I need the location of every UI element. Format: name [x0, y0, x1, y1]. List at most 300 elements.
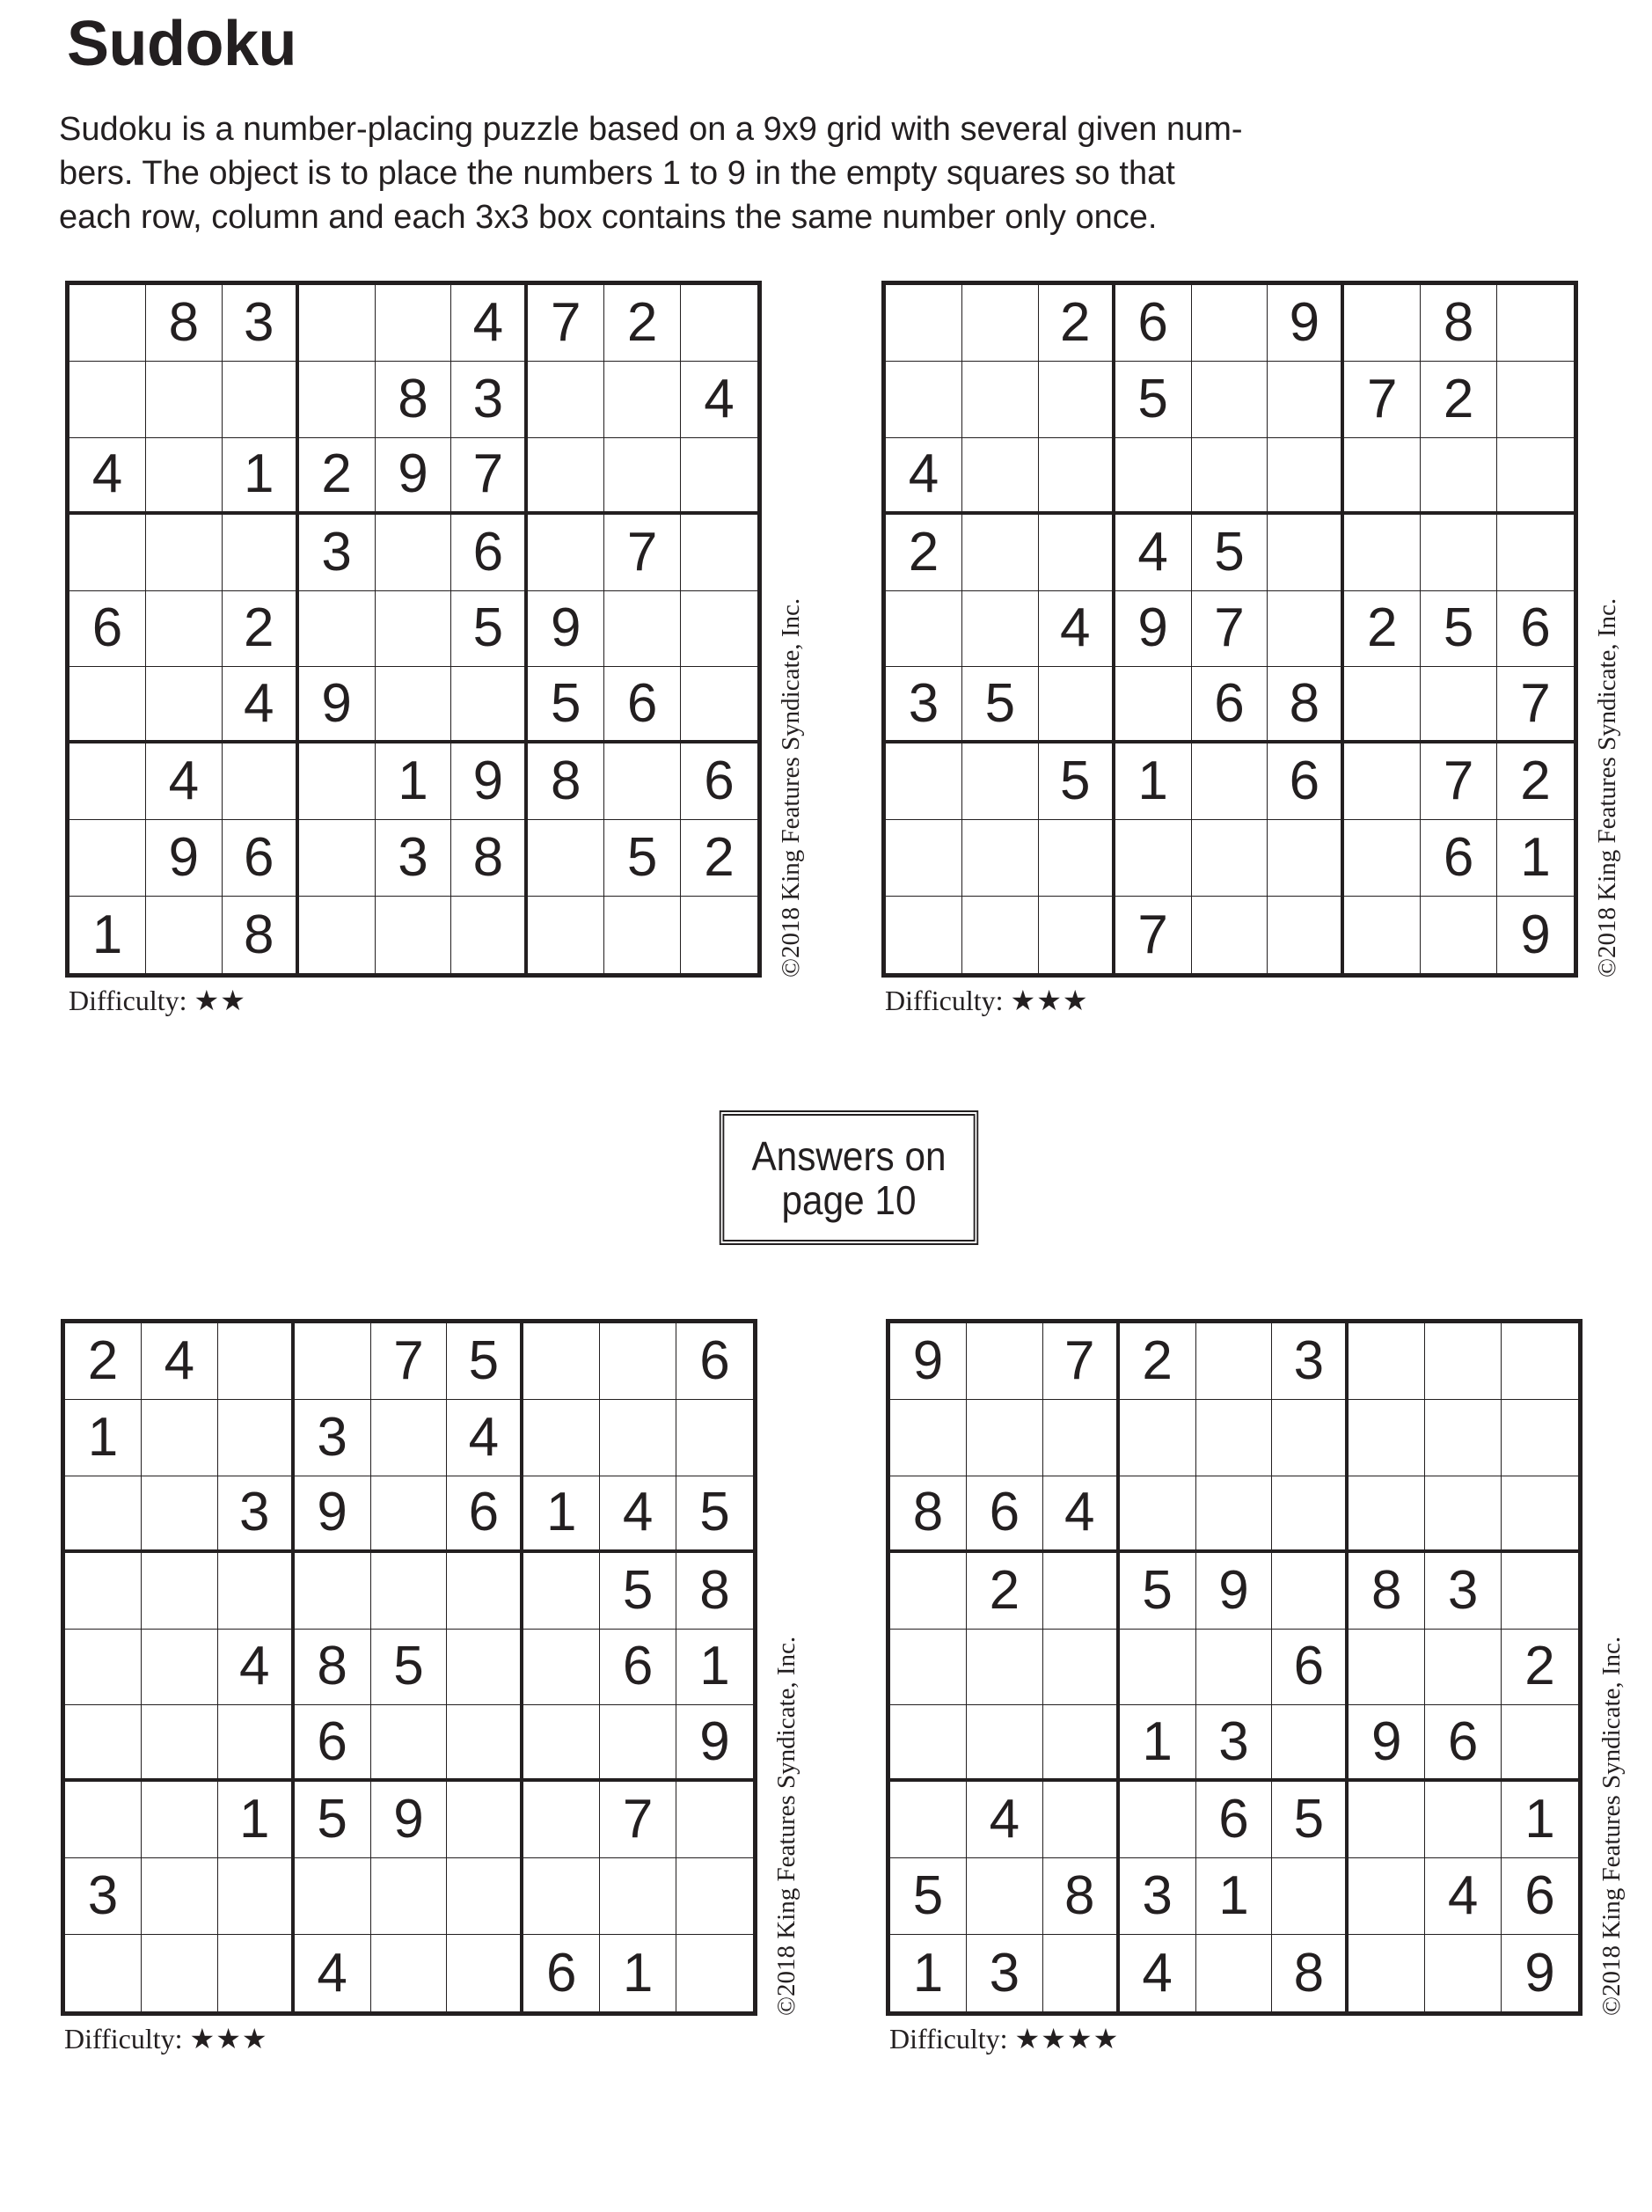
given-number-cell: 8 [1043, 1858, 1120, 1935]
difficulty-stars: ★★★★ [1014, 2023, 1120, 2055]
empty-cell[interactable] [69, 743, 146, 820]
empty-cell[interactable] [223, 743, 299, 820]
empty-cell[interactable] [1349, 1323, 1425, 1400]
empty-cell[interactable] [523, 1705, 600, 1782]
empty-cell[interactable] [1196, 1476, 1273, 1553]
given-number-cell: 6 [604, 667, 681, 743]
given-number-cell: 3 [886, 667, 962, 743]
empty-cell[interactable] [65, 1630, 142, 1706]
empty-cell[interactable] [604, 362, 681, 438]
empty-cell[interactable] [1502, 1705, 1578, 1782]
given-number-cell: 6 [1268, 743, 1344, 820]
given-number-cell: 9 [376, 438, 452, 515]
empty-cell[interactable] [676, 1858, 753, 1935]
given-number-cell: 3 [299, 515, 376, 591]
given-number-cell: 6 [676, 1323, 753, 1400]
given-number-cell: 4 [146, 743, 223, 820]
given-number-cell: 8 [1272, 1935, 1349, 2011]
empty-cell[interactable] [376, 897, 452, 973]
empty-cell[interactable] [1502, 1553, 1578, 1630]
empty-cell[interactable] [371, 1705, 448, 1782]
empty-cell[interactable] [1039, 362, 1115, 438]
given-number-cell: 9 [146, 820, 223, 897]
empty-cell[interactable] [962, 285, 1039, 362]
empty-cell[interactable] [146, 362, 223, 438]
given-number-cell: 9 [890, 1323, 967, 1400]
empty-cell[interactable] [146, 438, 223, 515]
given-number-cell: 3 [65, 1858, 142, 1935]
intro-line: bers. The object is to place the numbers 1 to 9 in the empty squares so that [59, 155, 1175, 192]
empty-cell[interactable] [451, 897, 528, 973]
empty-cell[interactable] [1115, 438, 1192, 515]
empty-cell[interactable] [142, 1400, 218, 1476]
empty-cell[interactable] [1196, 1323, 1273, 1400]
given-number-cell: 5 [447, 1323, 523, 1400]
empty-cell[interactable] [218, 1858, 295, 1935]
empty-cell[interactable] [528, 362, 604, 438]
empty-cell[interactable] [967, 1858, 1043, 1935]
given-number-cell: 4 [1120, 1935, 1196, 2011]
empty-cell[interactable] [1344, 897, 1421, 973]
empty-cell[interactable] [146, 591, 223, 668]
given-number-cell: 4 [69, 438, 146, 515]
empty-cell[interactable] [1425, 1782, 1502, 1858]
given-number-cell: 3 [451, 362, 528, 438]
empty-cell[interactable] [1272, 1400, 1349, 1476]
given-number-cell: 5 [600, 1553, 676, 1630]
given-number-cell: 8 [676, 1553, 753, 1630]
empty-cell[interactable] [299, 897, 376, 973]
given-number-cell: 8 [528, 743, 604, 820]
given-number-cell: 2 [886, 515, 962, 591]
given-number-cell: 9 [1196, 1553, 1273, 1630]
given-number-cell: 5 [1272, 1782, 1349, 1858]
empty-cell[interactable] [371, 1553, 448, 1630]
empty-cell[interactable] [1502, 1400, 1578, 1476]
given-number-cell: 1 [223, 438, 299, 515]
empty-cell[interactable] [142, 1858, 218, 1935]
given-number-cell: 1 [1120, 1705, 1196, 1782]
given-number-cell: 6 [1272, 1630, 1349, 1706]
empty-cell[interactable] [681, 667, 757, 743]
empty-cell[interactable] [146, 897, 223, 973]
empty-cell[interactable] [218, 1400, 295, 1476]
empty-cell[interactable] [218, 1705, 295, 1782]
given-number-cell: 8 [890, 1476, 967, 1553]
empty-cell[interactable] [447, 1858, 523, 1935]
empty-cell[interactable] [218, 1323, 295, 1400]
empty-cell[interactable] [1039, 438, 1115, 515]
empty-cell[interactable] [69, 515, 146, 591]
empty-cell[interactable] [1425, 1323, 1502, 1400]
empty-cell[interactable] [528, 438, 604, 515]
empty-cell[interactable] [681, 515, 757, 591]
empty-cell[interactable] [65, 1553, 142, 1630]
empty-cell[interactable] [447, 1553, 523, 1630]
empty-cell[interactable] [142, 1630, 218, 1706]
empty-cell[interactable] [1039, 897, 1115, 973]
given-number-cell: 7 [1192, 591, 1268, 668]
empty-cell[interactable] [371, 1400, 448, 1476]
given-number-cell: 4 [886, 438, 962, 515]
given-number-cell: 3 [1425, 1553, 1502, 1630]
empty-cell[interactable] [1268, 591, 1344, 668]
empty-cell[interactable] [295, 1553, 371, 1630]
given-number-cell: 9 [295, 1476, 371, 1553]
given-number-cell: 9 [1115, 591, 1192, 668]
empty-cell[interactable] [1120, 1476, 1196, 1553]
empty-cell[interactable] [1349, 1400, 1425, 1476]
empty-cell[interactable] [890, 1782, 967, 1858]
given-number-cell: 1 [1497, 820, 1574, 897]
empty-cell[interactable] [962, 591, 1039, 668]
given-number-cell: 4 [223, 667, 299, 743]
empty-cell[interactable] [376, 285, 452, 362]
given-number-cell: 5 [1192, 515, 1268, 591]
empty-cell[interactable] [142, 1476, 218, 1553]
empty-cell[interactable] [142, 1935, 218, 2011]
empty-cell[interactable] [65, 1935, 142, 2011]
empty-cell[interactable] [1192, 438, 1268, 515]
empty-cell[interactable] [1120, 1782, 1196, 1858]
empty-cell[interactable] [886, 743, 962, 820]
empty-cell[interactable] [1043, 1705, 1120, 1782]
empty-cell[interactable] [1421, 667, 1497, 743]
empty-cell[interactable] [451, 667, 528, 743]
page-title: Sudoku [67, 9, 296, 79]
empty-cell[interactable] [1196, 1400, 1273, 1476]
empty-cell[interactable] [1043, 1782, 1120, 1858]
given-number-cell: 5 [604, 820, 681, 897]
given-number-cell: 8 [1268, 667, 1344, 743]
given-number-cell: 9 [1349, 1705, 1425, 1782]
given-number-cell: 9 [528, 591, 604, 668]
empty-cell[interactable] [1115, 667, 1192, 743]
given-number-cell: 6 [1502, 1858, 1578, 1935]
given-number-cell: 2 [1120, 1323, 1196, 1400]
empty-cell[interactable] [523, 1630, 600, 1706]
empty-cell[interactable] [681, 438, 757, 515]
empty-cell[interactable] [1272, 1553, 1349, 1630]
empty-cell[interactable] [65, 1782, 142, 1858]
empty-cell[interactable] [218, 1553, 295, 1630]
empty-cell[interactable] [1268, 438, 1344, 515]
empty-cell[interactable] [523, 1858, 600, 1935]
empty-cell[interactable] [1497, 362, 1574, 438]
empty-cell[interactable] [447, 1630, 523, 1706]
empty-cell[interactable] [1349, 1858, 1425, 1935]
given-number-cell: 4 [451, 285, 528, 362]
given-number-cell: 5 [1421, 591, 1497, 668]
empty-cell[interactable] [1043, 1630, 1120, 1706]
given-number-cell: 8 [1421, 285, 1497, 362]
empty-cell[interactable] [681, 285, 757, 362]
empty-cell[interactable] [1497, 285, 1574, 362]
empty-cell[interactable] [600, 1705, 676, 1782]
given-number-cell: 6 [69, 591, 146, 668]
difficulty-stars: ★★ [194, 985, 246, 1016]
empty-cell[interactable] [886, 897, 962, 973]
empty-cell[interactable] [604, 743, 681, 820]
empty-cell[interactable] [523, 1400, 600, 1476]
empty-cell[interactable] [65, 1476, 142, 1553]
empty-cell[interactable] [69, 667, 146, 743]
given-number-cell: 6 [600, 1630, 676, 1706]
empty-cell[interactable] [890, 1553, 967, 1630]
empty-cell[interactable] [142, 1782, 218, 1858]
empty-cell[interactable] [69, 285, 146, 362]
empty-cell[interactable] [962, 897, 1039, 973]
empty-cell[interactable] [1268, 515, 1344, 591]
empty-cell[interactable] [299, 285, 376, 362]
given-number-cell: 5 [962, 667, 1039, 743]
given-number-cell: 7 [1421, 743, 1497, 820]
empty-cell[interactable] [447, 1935, 523, 2011]
empty-cell[interactable] [528, 897, 604, 973]
empty-cell[interactable] [890, 1630, 967, 1706]
empty-cell[interactable] [676, 1782, 753, 1858]
empty-cell[interactable] [600, 1400, 676, 1476]
given-number-cell: 1 [676, 1630, 753, 1706]
empty-cell[interactable] [1192, 285, 1268, 362]
empty-cell[interactable] [1268, 897, 1344, 973]
empty-cell[interactable] [1344, 285, 1421, 362]
empty-cell[interactable] [142, 1705, 218, 1782]
given-number-cell: 5 [295, 1782, 371, 1858]
empty-cell[interactable] [142, 1553, 218, 1630]
given-number-cell: 3 [967, 1935, 1043, 2011]
given-number-cell: 9 [299, 667, 376, 743]
empty-cell[interactable] [1120, 1400, 1196, 1476]
empty-cell[interactable] [299, 591, 376, 668]
given-number-cell: 2 [223, 591, 299, 668]
empty-cell[interactable] [146, 515, 223, 591]
given-number-cell: 3 [223, 285, 299, 362]
given-number-cell: 9 [451, 743, 528, 820]
given-number-cell: 7 [1115, 897, 1192, 973]
given-number-cell: 6 [1115, 285, 1192, 362]
empty-cell[interactable] [604, 438, 681, 515]
difficulty-label: Difficulty: [69, 985, 194, 1016]
empty-cell[interactable] [1425, 1400, 1502, 1476]
empty-cell[interactable] [1497, 438, 1574, 515]
given-number-cell: 2 [681, 820, 757, 897]
given-number-cell: 4 [600, 1476, 676, 1553]
empty-cell[interactable] [967, 1400, 1043, 1476]
empty-cell[interactable] [600, 1323, 676, 1400]
given-number-cell: 3 [376, 820, 452, 897]
difficulty-stars: ★★★ [189, 2023, 268, 2055]
intro-line: each row, column and each 3x3 box contains the same number only once. [59, 199, 1158, 236]
empty-cell[interactable] [676, 1400, 753, 1476]
empty-cell[interactable] [1192, 743, 1268, 820]
empty-cell[interactable] [1043, 1400, 1120, 1476]
empty-cell[interactable] [371, 1476, 448, 1553]
empty-cell[interactable] [295, 1323, 371, 1400]
given-number-cell: 8 [146, 285, 223, 362]
empty-cell[interactable] [1349, 1782, 1425, 1858]
given-number-cell: 7 [1043, 1323, 1120, 1400]
empty-cell[interactable] [967, 1323, 1043, 1400]
empty-cell[interactable] [1196, 1630, 1273, 1706]
empty-cell[interactable] [1039, 515, 1115, 591]
empty-cell[interactable] [69, 820, 146, 897]
given-number-cell: 4 [1425, 1858, 1502, 1935]
empty-cell[interactable] [528, 515, 604, 591]
empty-cell[interactable] [681, 591, 757, 668]
empty-cell[interactable] [1344, 820, 1421, 897]
empty-cell[interactable] [890, 1400, 967, 1476]
given-number-cell: 6 [1192, 667, 1268, 743]
given-number-cell: 2 [967, 1553, 1043, 1630]
difficulty-stars: ★★★ [1010, 985, 1089, 1016]
difficulty-rating [889, 2021, 1119, 2056]
empty-cell[interactable] [1268, 362, 1344, 438]
empty-cell[interactable] [1421, 515, 1497, 591]
empty-cell[interactable] [447, 1705, 523, 1782]
empty-cell[interactable] [371, 1935, 448, 2011]
empty-cell[interactable] [1421, 897, 1497, 973]
given-number-cell: 2 [299, 438, 376, 515]
difficulty-rating [885, 983, 1089, 1018]
given-number-cell: 3 [295, 1400, 371, 1476]
given-number-cell: 1 [890, 1935, 967, 2011]
empty-cell[interactable] [681, 897, 757, 973]
empty-cell[interactable] [523, 1782, 600, 1858]
empty-cell[interactable] [1272, 1705, 1349, 1782]
empty-cell[interactable] [1349, 1935, 1425, 2011]
given-number-cell: 4 [142, 1323, 218, 1400]
given-number-cell: 9 [676, 1705, 753, 1782]
empty-cell[interactable] [962, 438, 1039, 515]
empty-cell[interactable] [1421, 438, 1497, 515]
empty-cell[interactable] [299, 743, 376, 820]
empty-cell[interactable] [886, 285, 962, 362]
empty-cell[interactable] [1115, 820, 1192, 897]
empty-cell[interactable] [523, 1323, 600, 1400]
given-number-cell: 4 [295, 1935, 371, 2011]
empty-cell[interactable] [1425, 1476, 1502, 1553]
empty-cell[interactable] [218, 1935, 295, 2011]
given-number-cell: 2 [604, 285, 681, 362]
empty-cell[interactable] [886, 820, 962, 897]
empty-cell[interactable] [1039, 820, 1115, 897]
empty-cell[interactable] [886, 591, 962, 668]
empty-cell[interactable] [600, 1858, 676, 1935]
empty-cell[interactable] [604, 591, 681, 668]
given-number-cell: 7 [604, 515, 681, 591]
empty-cell[interactable] [1425, 1935, 1502, 2011]
given-number-cell: 1 [523, 1476, 600, 1553]
given-number-cell: 3 [1272, 1323, 1349, 1400]
given-number-cell: 7 [371, 1323, 448, 1400]
empty-cell[interactable] [223, 515, 299, 591]
empty-cell[interactable] [65, 1705, 142, 1782]
empty-cell[interactable] [1344, 667, 1421, 743]
given-number-cell: 3 [218, 1476, 295, 1553]
empty-cell[interactable] [376, 591, 452, 668]
empty-cell[interactable] [299, 820, 376, 897]
empty-cell[interactable] [676, 1935, 753, 2011]
sudoku-grid [65, 281, 762, 978]
empty-cell[interactable] [1349, 1630, 1425, 1706]
empty-cell[interactable] [1192, 820, 1268, 897]
empty-cell[interactable] [371, 1858, 448, 1935]
given-number-cell: 4 [218, 1630, 295, 1706]
empty-cell[interactable] [962, 515, 1039, 591]
empty-cell[interactable] [890, 1705, 967, 1782]
empty-cell[interactable] [299, 362, 376, 438]
empty-cell[interactable] [1502, 1476, 1578, 1553]
empty-cell[interactable] [962, 820, 1039, 897]
empty-cell[interactable] [967, 1630, 1043, 1706]
empty-cell[interactable] [1344, 438, 1421, 515]
empty-cell[interactable] [1268, 820, 1344, 897]
difficulty-rating [69, 983, 246, 1018]
given-number-cell: 2 [1039, 285, 1115, 362]
empty-cell[interactable] [146, 667, 223, 743]
empty-cell[interactable] [1497, 515, 1574, 591]
empty-cell[interactable] [1120, 1630, 1196, 1706]
empty-cell[interactable] [1192, 362, 1268, 438]
empty-cell[interactable] [967, 1705, 1043, 1782]
given-number-cell: 4 [447, 1400, 523, 1476]
empty-cell[interactable] [69, 362, 146, 438]
empty-cell[interactable] [447, 1782, 523, 1858]
empty-cell[interactable] [962, 743, 1039, 820]
given-number-cell: 4 [1043, 1476, 1120, 1553]
empty-cell[interactable] [1349, 1476, 1425, 1553]
empty-cell[interactable] [1344, 743, 1421, 820]
empty-cell[interactable] [376, 667, 452, 743]
difficulty-label: Difficulty: [885, 985, 1011, 1016]
given-number-cell: 1 [376, 743, 452, 820]
given-number-cell: 1 [65, 1400, 142, 1476]
empty-cell[interactable] [1502, 1323, 1578, 1400]
empty-cell[interactable] [376, 515, 452, 591]
intro-line: Sudoku is a number-placing puzzle based on a 9x9 grid with several given num- [59, 111, 1243, 148]
empty-cell[interactable] [1196, 1935, 1273, 2011]
given-number-cell: 6 [681, 743, 757, 820]
given-number-cell: 4 [1115, 515, 1192, 591]
empty-cell[interactable] [528, 820, 604, 897]
difficulty-label: Difficulty: [64, 2023, 190, 2055]
empty-cell[interactable] [886, 362, 962, 438]
empty-cell[interactable] [1192, 897, 1268, 973]
empty-cell[interactable] [604, 897, 681, 973]
empty-cell[interactable] [1043, 1553, 1120, 1630]
given-number-cell: 5 [371, 1630, 448, 1706]
empty-cell[interactable] [962, 362, 1039, 438]
empty-cell[interactable] [295, 1858, 371, 1935]
sudoku-grid [61, 1319, 757, 2016]
given-number-cell: 6 [295, 1705, 371, 1782]
empty-cell[interactable] [1425, 1630, 1502, 1706]
given-number-cell: 8 [295, 1630, 371, 1706]
given-number-cell: 1 [1196, 1858, 1273, 1935]
empty-cell[interactable] [1039, 667, 1115, 743]
empty-cell[interactable] [1272, 1858, 1349, 1935]
empty-cell[interactable] [223, 362, 299, 438]
empty-cell[interactable] [523, 1553, 600, 1630]
empty-cell[interactable] [1344, 515, 1421, 591]
sudoku-grid [881, 281, 1578, 978]
given-number-cell: 9 [1520, 904, 1551, 965]
given-number-cell: 9 [371, 1782, 448, 1858]
given-number-cell: 6 [523, 1935, 600, 2011]
empty-cell[interactable] [1043, 1935, 1120, 2011]
empty-cell[interactable] [1272, 1476, 1349, 1553]
